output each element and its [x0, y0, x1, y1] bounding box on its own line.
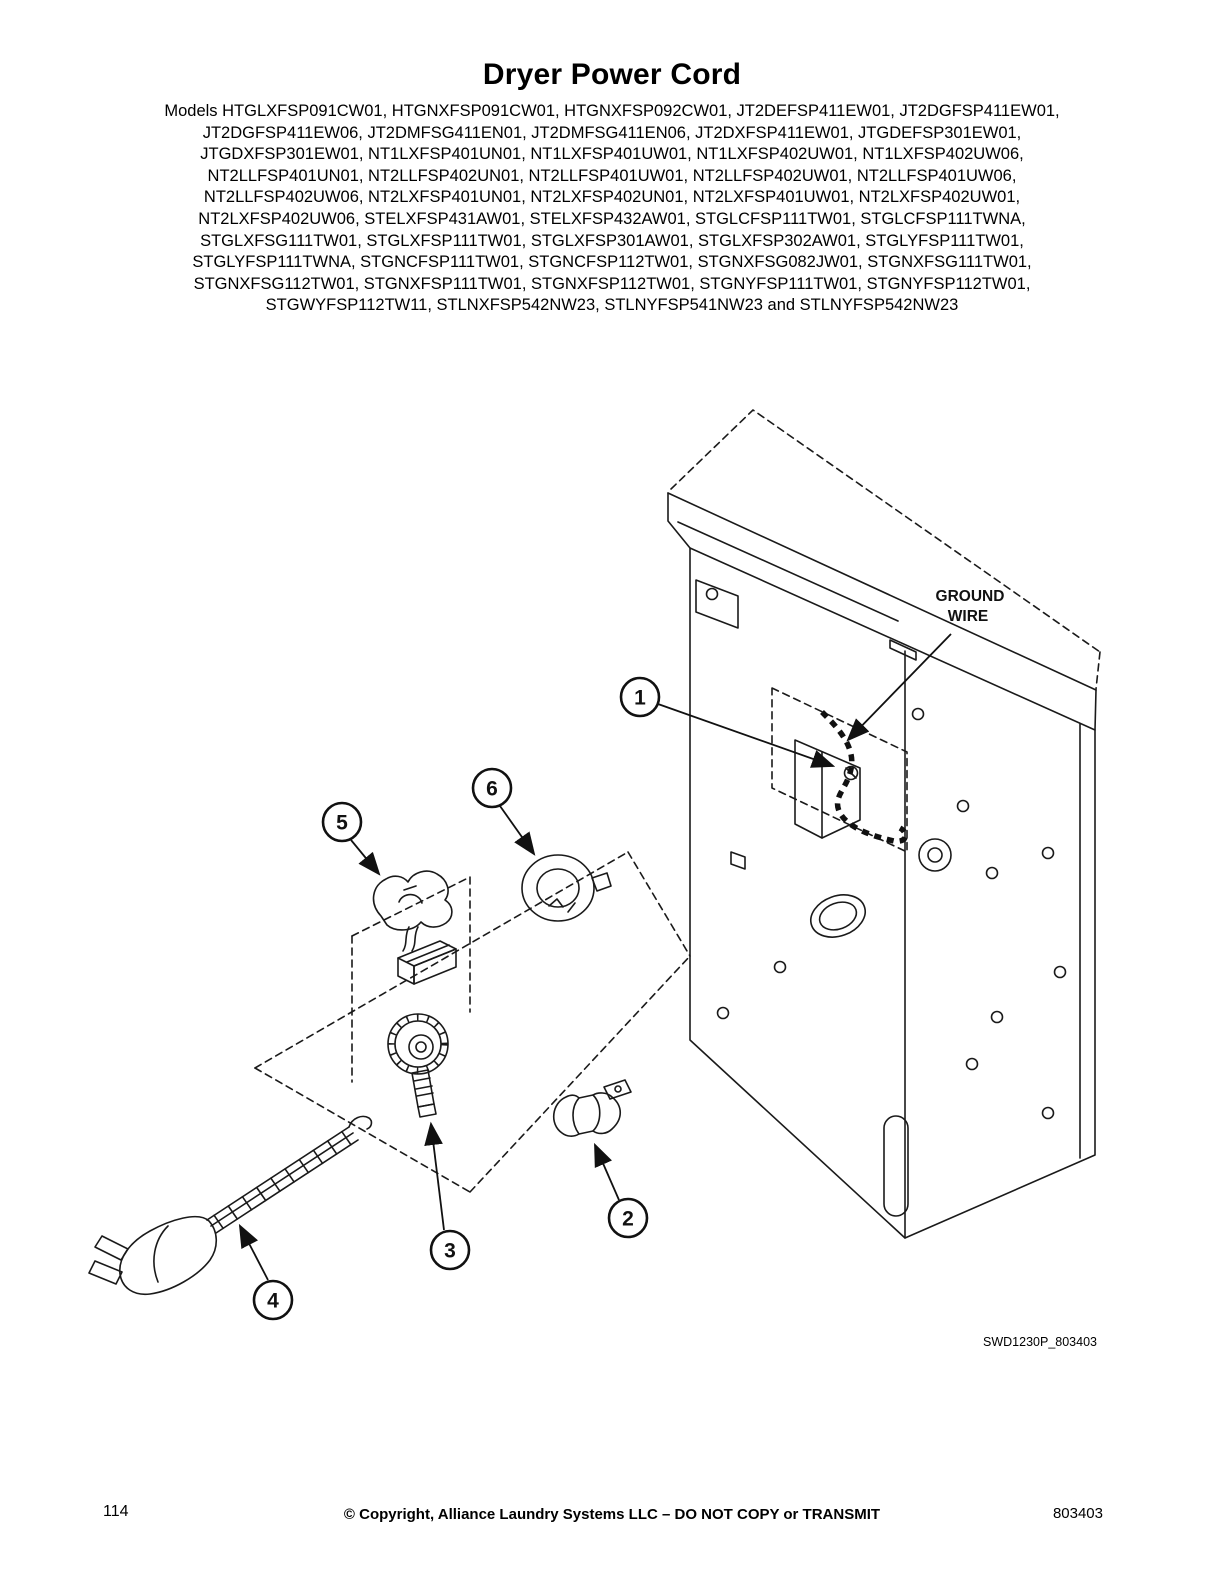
models-line: JTGDXFSP301EW01, NT1LXFSP401UN01, NT1LXFSP401UW01, NT1LXFSP402UW01, NT1LXFSP402UW06, [200, 145, 1024, 164]
svg-text:3: 3 [444, 1239, 456, 1263]
page-title: Dryer Power Cord [482, 58, 742, 91]
copyright-notice: © Copyright, Alliance Laundry Systems LLC – DO NOT COPY or TRANSMIT [343, 1506, 881, 1523]
plug-prong [95, 1236, 128, 1260]
svg-text:4: 4 [267, 1289, 279, 1313]
callout-2-leader [595, 1145, 619, 1200]
callout-6 [473, 769, 511, 807]
models-line: STGLXFSG111TW01, STGLXFSP111TW01, STGLXFSP301AW01, STGLXFSP302AW01, STGLYFSP111TW01, [200, 231, 1024, 250]
models-line: NT2LLFSP401UN01, NT2LLFSP402UN01, NT2LLFSP401UW01, NT2LLFSP402UW01, NT2LLFSP401UW06, [207, 166, 1017, 185]
callout-4 [254, 1281, 292, 1319]
figure-code: SWD1230P_803403 [983, 1335, 1097, 1349]
ground-wire-arrow [848, 634, 951, 740]
dryer-cabinet-outline [668, 410, 1100, 1238]
strain-relief-clamp [374, 871, 456, 984]
callout-2 [609, 1199, 647, 1237]
cord-entry-hole [805, 888, 871, 945]
svg-text:6: 6 [486, 777, 498, 801]
models-line: Models HTGLXFSP091CW01, HTGNXFSP091CW01, HTGNXFSP092CW01, JT2DEFSP411EW01, JT2DGFSP411EW01, [164, 102, 1060, 120]
models-line: NT2LXFSP402UW06, STELXFSP431AW01, STELXFSP432AW01, STGLCFSP111TW01, STGLCFSP111TWNA, [198, 209, 1026, 228]
callout-1-leader [658, 704, 833, 766]
terminal-block-area [772, 688, 907, 852]
models-line: STGWYFSP112TW11, STLNXFSP542NW23, STLNYFSP541NW23 and STLNYFSP542NW23 [265, 296, 959, 315]
svg-text:GROUND: GROUND [935, 588, 1005, 605]
cable-clamp [554, 1080, 631, 1136]
cord-connector [388, 1014, 448, 1117]
plug-prong [89, 1261, 122, 1284]
callout-4-leader [240, 1226, 268, 1280]
callout-3 [431, 1231, 469, 1269]
models-line: STGNXFSG112TW01, STGNXFSP111TW01, STGNXFSP112TW01, STGNYFSP111TW01, STGNYFSP112TW01, [193, 274, 1031, 293]
callout-5 [323, 803, 361, 841]
ground-wire-label [936, 588, 1005, 625]
callout-5-leader [351, 840, 379, 874]
callout-3-leader [431, 1124, 444, 1230]
power-cord [207, 1116, 371, 1233]
exploded-guide-planes [255, 852, 690, 1192]
page-number: 114 [103, 1503, 129, 1520]
svg-text:5: 5 [336, 811, 348, 835]
models-line: NT2LLFSP402UW06, NT2LXFSP401UN01, NT2LXFSP402UN01, NT2LXFSP401UW01, NT2LXFSP402UW01, [203, 188, 1021, 207]
screw-holes [718, 709, 1066, 1119]
document-number: 803403 [1052, 1505, 1103, 1522]
callout-1 [621, 678, 659, 716]
models-line: STGLYFSP111TWNA, STGNCFSP111TW01, STGNCFSP112TW01, STGNXFSG082JW01, STGNXFSG111TW01, [192, 253, 1032, 272]
callout-6-leader [500, 806, 534, 854]
svg-text:2: 2 [622, 1207, 634, 1231]
models-line: JT2DGFSP411EW06, JT2DMFSG411EN01, JT2DMFSG411EN06, JT2DXFSP411EW01, JTGDEFSP301EW01, [202, 123, 1022, 142]
svg-text:WIRE: WIRE [947, 608, 989, 625]
power-plug [89, 1217, 216, 1295]
svg-text:1: 1 [634, 686, 646, 710]
